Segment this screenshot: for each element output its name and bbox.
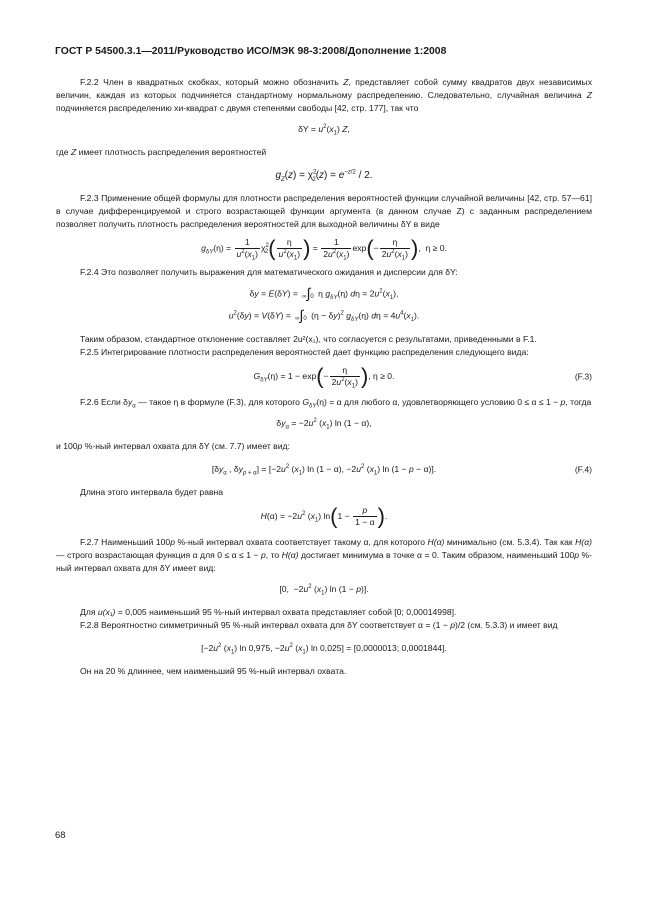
para-f28-conclusion: Он на 20 % длиннее, чем наименьший 95 %-ный интервал охвата.	[80, 666, 347, 676]
para-f24-conclusion: Таким образом, стандартное отклонение составляет 2u²(x₁), что согласуется с результатами, приведенными в F.1.	[80, 334, 537, 344]
para-f22: F.2.2 Член в квадратных скобках, который можно обозначить Z, представляет собой сумму квадратов двух независимых величин, каждая из которых подчиняется стандартному нормальному распределению. Следовательно, случайная величина Z подчиняется распределению хи-квадрат с двумя степенями свободы [42, стр. 177], так что	[56, 77, 592, 113]
equation-number-F3: (F.3)	[574, 371, 592, 381]
equation-number-F4: (F.4)	[574, 464, 592, 474]
para-f26-interval: и 100p %-ный интервал охвата для δY (см. 7.7) имеет вид:	[56, 441, 290, 451]
equation-F3: $G_{\delta Y}(\eta) = 1 - \exp(-$ $\frac{\eta}{2u^2(x_1)}$ ), η ≥ 0. (F.3)	[253, 363, 592, 390]
page-content	[56, 72, 592, 678]
para-f27: F.2.7 Наименьший 100p %-ный интервал охвата соответствует такому α, для которого H(α) минимально (см. 5.3.4). Так как H(α) — строго возрастающая функция α для 0 ≤ α ≤ 1 − p, то H(α) достигает минимума в точке α = 0. Таким образом, наименьший 100p %-ный интервал охвата для δY имеет вид:	[56, 537, 593, 573]
page-header: ГОСТ Р 54500.3.1—2011/Руководство ИСО/МЭК 98-3:2008/Дополнение 1:2008	[55, 46, 447, 57]
equation-F4: [$\delta y_\alpha$ , $\delta y_{p + \alpha}] = [-2u^2$ $(x_1)$ ln (1 − α), $-2u^2$ $(x_1)$ ln (1 − p − α)]. (F.4)	[211, 464, 592, 477]
equation-dY: $\delta Y = u^2(x_1)$ Z,	[298, 124, 350, 137]
equation-shortest-interval: [0, $-2u^2$ $(x_1)$ ln (1 − p)].	[279, 584, 369, 597]
para-f28: F.2.8 Вероятностно симметричный 95 %-ный интервал охвата для δY соответствует α = (1 − p)/2 (см. 5.3.3) и имеет вид	[80, 620, 558, 630]
equation-g-dY: $g_{\delta Y}(\eta)$ = $\frac{1}{u^2(x_1)}$ $\chi^2_2$( $\frac{\eta}{u^2(x_1)}$ ) = $\frac{1}{2u^2(x_1)}$ exp(− $\frac{\eta}{2u^2(x_1)}$ ), η ≥ 0.	[201, 235, 447, 262]
para-f23: F.2.3 Применение общей формулы для плотности распределения вероятностей функции случайной величины [42, стр. 57—61] в случае дифференцируемой и строго возрастающей функции аргумента (в данном случае Z) с заданным распределением позволяет получить плотность распределения вероятностей для выходной величины δY в виде	[56, 193, 592, 229]
equation-variance: $u^2(\delta y) = V(\delta Y) = \infty\int 0$ $(\eta - \delta y)^2$ $g_{\delta Y}(\eta) d\eta = 4u^4(x_1)$.	[228, 307, 420, 323]
para-f25: F.2.5 Интегрирование плотности распределения вероятностей дает функцию распределения следующего вида:	[80, 347, 529, 357]
equation-gz: $g_Z(z) = \chi^2_2(z) = e^{-z/2} / 2$.	[275, 169, 373, 183]
para-f26: F.2.6 Если $\delta y_\alpha$ — такое η в формуле (F.3), для которого $G_{\delta Y}(\eta) = \alpha$ для любого α, удовлетворяющего условию 0 ≤ α ≤ 1 − p, тогда	[80, 397, 592, 410]
para-where: где Z имеет плотность распределения вероятностей	[56, 147, 267, 157]
page-number: 68	[55, 829, 66, 840]
equation-symmetric-interval: [$-2u^2$ $(x_1)$ ln 0,975, $-2u^2$ $(x_1)$ ln 0,025] = [0,0000013; 0,0001844].	[201, 643, 447, 656]
equation-dy-alpha: $\delta y_\alpha = -2u^2$ $(x_1)$ ln (1 − α),	[276, 418, 372, 431]
equation-expectation: δy = E(δY) = ∞∫0 η $g_{\delta Y}(\eta) d\eta = 2u^2(x_1)$,	[249, 285, 399, 301]
equation-H: $H(\alpha) = -2u^2$ $(x_1) \ln(1$ − $\frac{p}{1 - \alpha}$ ).	[260, 503, 388, 529]
para-f27-example: Для u(x₁) = 0,005 наименьший 95 %-ный интервал охвата представляет собой [0; 0,00014998].	[80, 607, 457, 617]
para-f26-length: Длина этого интервала будет равна	[80, 487, 224, 497]
para-f24: F.2.4 Это позволяет получить выражения для математического ожидания и дисперсии для δY:	[80, 267, 458, 277]
